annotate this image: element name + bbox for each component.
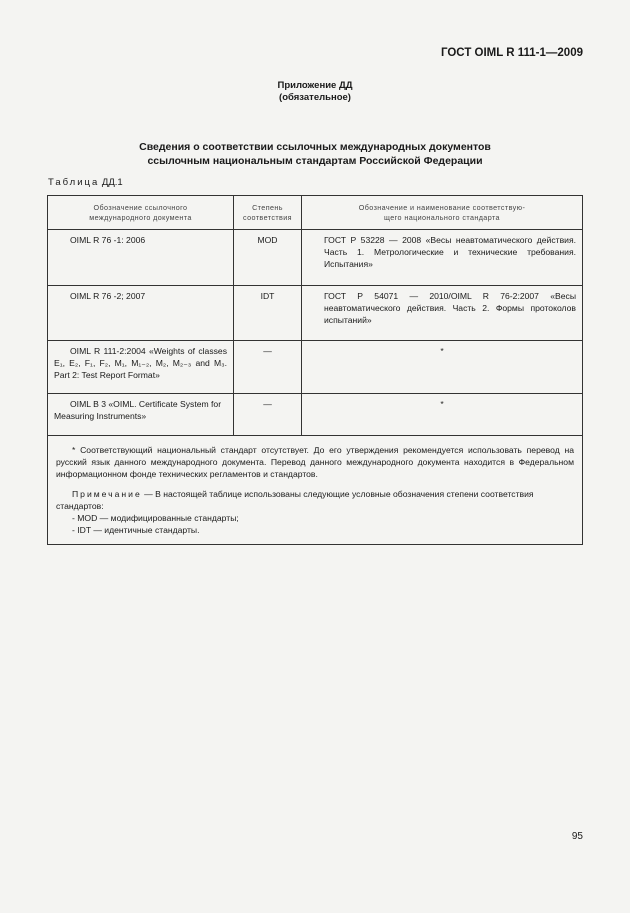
table-row xyxy=(48,394,583,436)
note-text: — В настоящей таблице использованы следующие условные обозначения степени соответствия стандартов: xyxy=(56,489,534,511)
table-row xyxy=(48,286,583,341)
section-heading xyxy=(0,140,630,168)
cell-doc: OIML R 76 -1: 2006 xyxy=(48,230,234,286)
table-row xyxy=(48,341,583,394)
cell-national: ГОСТ Р 54071 — 2010/OIML R 76-2:2007 «Весы неавтоматического действия. Часть 2. Формы протоколов испытаний» xyxy=(302,286,583,341)
appendix-header xyxy=(0,80,630,104)
page-number: 95 xyxy=(571,831,583,842)
cell-degree: — xyxy=(234,394,302,436)
heading-line-1: Сведения о соответствии ссылочных международных документов xyxy=(139,141,491,153)
cell-doc: OIML R 111-2:2004 «Weights of classes E₁, E₂, F₁, F₂, M₁, M₁₋₂, M₂, M₂₋₃ and M₃. Part 2: Test Report Format» xyxy=(48,341,234,394)
note-word: Примечание xyxy=(72,489,142,499)
note-item: - IDT — идентичные стандарты. xyxy=(72,525,200,535)
cell-degree: MOD xyxy=(234,230,302,286)
column-header-degree: Степень соответствия xyxy=(234,196,302,230)
cell-doc: OIML B 3 «OIML. Certificate System for Measuring Instruments» xyxy=(48,394,234,436)
table-label-word: Таблица xyxy=(48,177,100,188)
footnote: * Соответствующий национальный стандарт отсутствует. До его утверждения рекомендуется использовать перевод на русский язык данного международного документа. Перевод данного международного документа находится в Федеральном информационном фонде технических регламентов и стандартов. xyxy=(56,445,574,479)
conformity-table xyxy=(47,195,583,545)
appendix-title: Приложение ДД xyxy=(277,80,353,91)
table-footer-row xyxy=(48,436,583,545)
cell-national: * xyxy=(302,394,583,436)
cell-national: ГОСТ Р 53228 — 2008 «Весы неавтоматического действия. Часть 1. Метрологические и технические требования. Испытания» xyxy=(302,230,583,286)
note xyxy=(56,488,574,512)
standard-code: ГОСТ OIML R 111-1—2009 xyxy=(440,47,583,59)
column-header-doc: Обозначение ссылочного международного документа xyxy=(48,196,234,230)
table-label-number: ДД.1 xyxy=(101,177,123,188)
table-footer xyxy=(48,436,583,545)
cell-doc: OIML R 76 -2; 2007 xyxy=(48,286,234,341)
cell-degree: IDT xyxy=(234,286,302,341)
cell-degree: — xyxy=(234,341,302,394)
column-header-national: Обозначение и наименование соответствую- щего национального стандарта xyxy=(302,196,583,230)
heading-line-2: ссылочным национальным стандартам Российской Федерации xyxy=(147,155,483,167)
note-item: - MOD — модифицированные стандарты; xyxy=(72,513,239,523)
cell-national: * xyxy=(302,341,583,394)
table-label xyxy=(48,177,123,188)
appendix-subtitle: (обязательное) xyxy=(279,92,351,103)
table-row xyxy=(48,230,583,286)
table-header-row xyxy=(48,196,583,230)
